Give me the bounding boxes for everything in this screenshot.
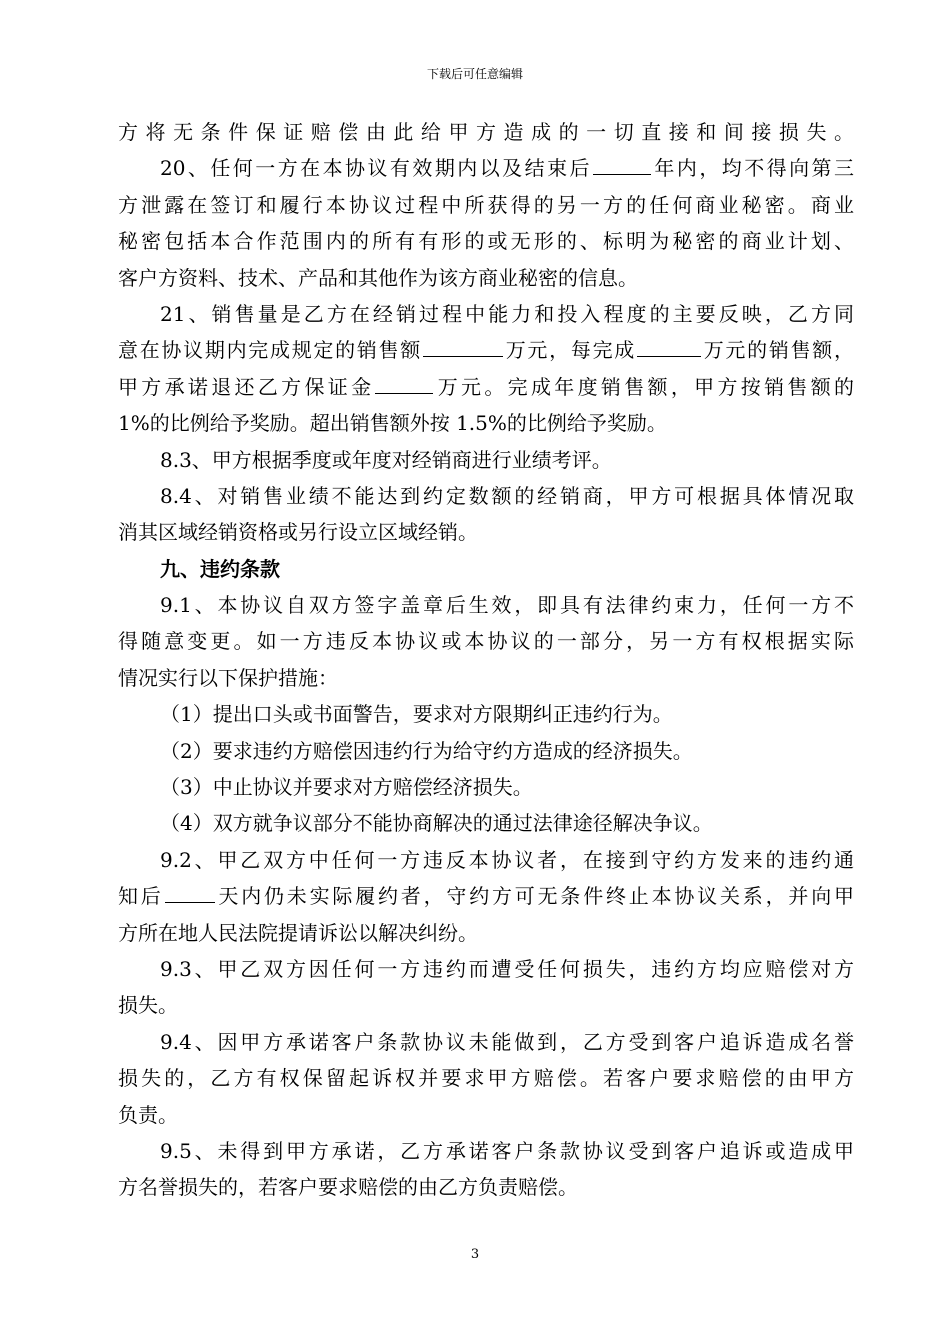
- text-line: 8.4、对销售业绩不能达到约定数额的经销商，甲方可根据具体情况取: [160, 483, 854, 508]
- text-line: 负责。: [118, 1102, 178, 1127]
- text-line: 客户方资料、技术、产品和其他作为该方商业秘密的信息。: [118, 265, 638, 290]
- text-line: 9.3、甲乙双方因任何一方违约而遭受任何损失，违约方均应赔偿对方: [160, 956, 854, 981]
- text-line: 情况实行以下保护措施：: [118, 665, 338, 690]
- text-line: 损失。: [118, 993, 178, 1018]
- fill-in-blank: [593, 154, 651, 175]
- text-line: （4）双方就争议部分不能协商解决的通过法律途径解决争议。: [160, 811, 713, 836]
- text-line: [118, 332, 854, 368]
- text-line: 9.1、本协议自双方签字盖章后生效，即具有法律约束力，任何一方不: [160, 593, 854, 618]
- text-line: 方将无条件保证赔偿由此给甲方造成的一切直接和间接损失。: [118, 120, 854, 144]
- fill-in-blank: [637, 336, 701, 357]
- text-segment: 年内，均不得向第三: [651, 156, 855, 181]
- section-heading: 九、违约条款: [160, 556, 280, 581]
- page-header: 下载后可任意编辑: [426, 67, 523, 81]
- text-segment: 甲方承诺退还乙方保证金: [118, 374, 375, 399]
- text-line: 8.3、甲方根据季度或年度对经销商进行业绩考评。: [160, 447, 612, 472]
- text-segment: 万元，每完成: [504, 338, 636, 363]
- text-segment: 20、任何一方在本协议有效期内以及结束后: [160, 156, 592, 181]
- text-line: （2）要求违约方赔偿因违约行为给守约方造成的经济损失。: [160, 738, 693, 763]
- text-line: 9.2、甲乙双方中任何一方违反本协议者，在接到守约方发来的违约通: [160, 847, 854, 872]
- fill-in-blank: [165, 882, 215, 903]
- text-line: 得随意变更。如一方违反本协议或本协议的一部分，另一方有权根据实际: [118, 629, 854, 654]
- text-line: [118, 369, 854, 405]
- text-segment: 万元。完成年度销售额，甲方按销售额的: [434, 374, 855, 399]
- text-line: 1%的比例给予奖励。超出销售额外按 1.5%的比例给予奖励。: [118, 411, 667, 436]
- text-line: 方名誉损失的，若客户要求赔偿的由乙方负责赔偿。: [118, 1175, 578, 1200]
- fill-in-blank: [375, 373, 433, 394]
- text-line: 方所在地人民法院提请诉讼以解决纠纷。: [118, 920, 478, 945]
- fill-in-blank: [423, 336, 503, 357]
- text-line: 9.5、未得到甲方承诺，乙方承诺客户条款协议受到客户追诉或造成甲: [160, 1138, 854, 1163]
- text-line: 9.4、因甲方承诺客户条款协议未能做到，乙方受到客户追诉造成名誉: [160, 1029, 854, 1054]
- text-line: 消其区域经销资格或另行设立区域经销。: [118, 520, 478, 545]
- text-line: （3）中止协议并要求对方赔偿经济损失。: [160, 775, 533, 800]
- text-line: （1）提出口头或书面警告，要求对方限期纠正违约行为。: [160, 702, 673, 727]
- text-line: [118, 878, 854, 914]
- text-line: [118, 150, 854, 186]
- text-line: 方泄露在签订和履行本协议过程中所获得的另一方的任何商业秘密。商业: [118, 192, 854, 217]
- text-line: 损失的，乙方有权保留起诉权并要求甲方赔偿。若客户要求赔偿的由甲方: [118, 1066, 854, 1091]
- text-line: 秘密包括本合作范围内的所有有形的或无形的、标明为秘密的商业计划、: [118, 229, 854, 254]
- document-body: [118, 114, 854, 1206]
- page-number: 3: [470, 1247, 480, 1262]
- text-segment: 天内仍未实际履约者，守约方可无条件终止本协议关系，并向甲: [215, 884, 855, 909]
- text-line: 21、销售量是乙方在经销过程中能力和投入程度的主要反映，乙方同: [160, 301, 854, 326]
- text-segment: 知后: [118, 884, 164, 909]
- text-segment: 意在协议期内完成规定的销售额: [118, 338, 422, 363]
- text-segment: 万元的销售额，: [702, 338, 855, 363]
